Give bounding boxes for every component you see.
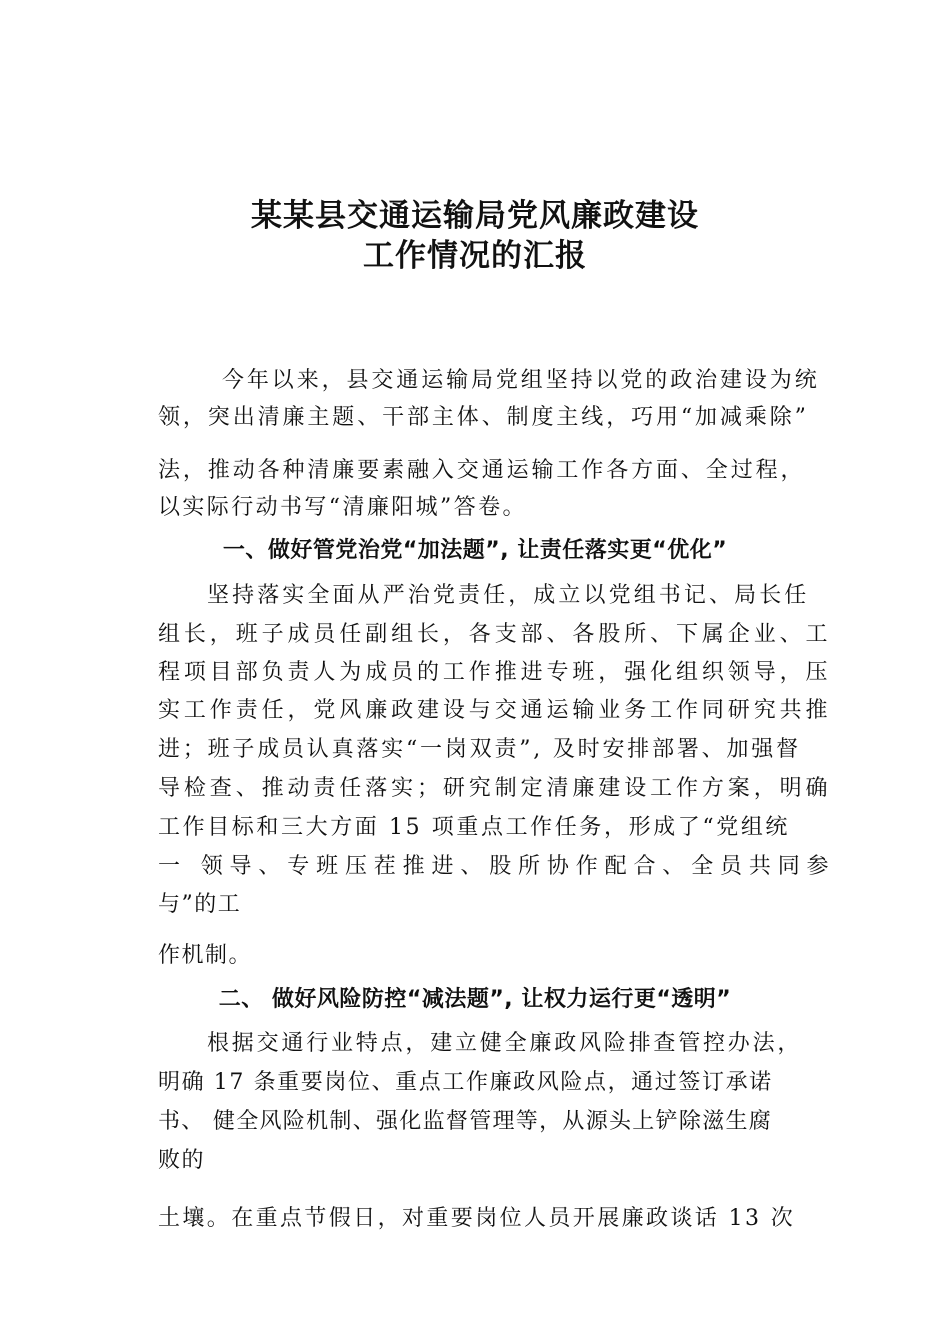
section-2-line-1: 根据交通行业特点，建立健全廉政风险排查管控办法， bbox=[207, 1031, 803, 1056]
section-2-line-3: 书、 健全风险机制、强化监督管理等，从源头上铲除滋生腐 bbox=[158, 1109, 773, 1134]
section-1-line-9: 与”的工 bbox=[158, 892, 242, 917]
section-2-line-2: 明确 17 条重要岗位、重点工作廉政风险点，通过签订承诺 bbox=[158, 1070, 773, 1095]
intro-line-1: 今年以来，县交通运输局党组坚持以党的政治建设为统 bbox=[222, 368, 820, 393]
section-1-line-3: 程项目部负责人为成员的工作推进专班，强化组织领导，压 bbox=[158, 660, 832, 685]
section-1-heading: 一、做好管党治党“加法题”, 让责任落实更“优化” bbox=[222, 538, 728, 563]
section-1-line-6: 导检查、推动责任落实；研究制定清廉建设工作方案，明确 bbox=[158, 776, 832, 801]
section-1-line-4: 实工作责任，党风廉政建设与交通运输业务工作同研究共推 bbox=[158, 698, 832, 723]
section-1-line-7: 工作目标和三大方面 15 项重点工作任务，形成了“党组统 bbox=[158, 815, 791, 840]
section-1-line-8: 一 领导、专班压茬推进、股所协作配合、全员共同参 bbox=[158, 854, 836, 879]
section-1-line-10: 作机制。 bbox=[158, 943, 253, 968]
intro-line-4: 以实际行动书写“清廉阳城”答卷。 bbox=[158, 495, 527, 520]
section-2-line-4: 败的 bbox=[158, 1148, 206, 1173]
section-2-heading: 二、 做好风险防控“减法题”, 让权力运行更“透明” bbox=[218, 987, 732, 1012]
intro-line-3: 法，推动各种清廉要素融入交通运输工作各方面、全过程， bbox=[158, 458, 806, 483]
section-1-line-2: 组长，班子成员任副组长，各支部、各股所、下属企业、工 bbox=[158, 622, 832, 647]
section-1-line-1: 坚持落实全面从严治党责任，成立以党组书记、局长任 bbox=[207, 583, 810, 608]
intro-line-2: 领，突出清廉主题、干部主体、制度主线，巧用“加减乘除” bbox=[158, 405, 809, 430]
section-2-line-5: 土壤。在重点节假日，对重要岗位人员开展廉政谈话 13 次 bbox=[158, 1206, 796, 1231]
section-1-line-5: 进；班子成员认真落实“一岗双责”, 及时安排部署、加强督 bbox=[158, 737, 801, 762]
document-title-line-1: 某某县交通运输局党风廉政建设 bbox=[251, 198, 699, 234]
document-title-line-2: 工作情况的汇报 bbox=[363, 238, 587, 274]
